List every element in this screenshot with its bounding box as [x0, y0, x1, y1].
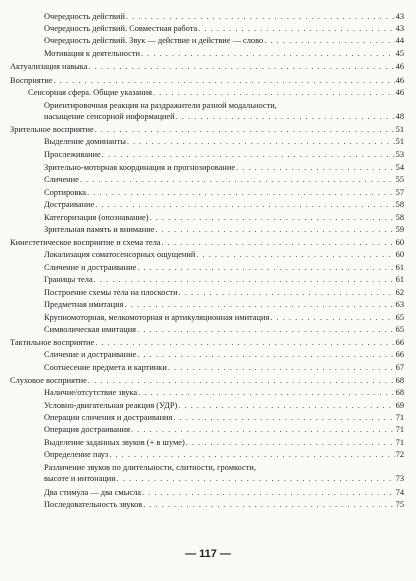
- toc-entry: [44, 412, 404, 423]
- dot-leader: [94, 274, 395, 285]
- toc-entry-page: 69: [395, 401, 404, 410]
- dot-leader: [127, 136, 395, 147]
- dot-leader: [142, 487, 395, 498]
- toc-entry-page: 58: [395, 213, 404, 222]
- toc-entry: [44, 462, 404, 484]
- toc-entry-page: 54: [395, 163, 404, 172]
- toc-entry: [44, 249, 404, 260]
- toc-entry: [44, 212, 404, 223]
- toc-entry: [44, 274, 404, 285]
- toc-entry-page: 67: [395, 363, 404, 372]
- toc-entry: [44, 162, 404, 173]
- dot-leader: [168, 362, 395, 373]
- toc-entry: [44, 400, 404, 411]
- dot-leader: [137, 262, 394, 273]
- toc-entry: [44, 199, 404, 210]
- dot-leader: [102, 149, 395, 160]
- dot-leader: [176, 111, 395, 122]
- toc-entry: [44, 136, 404, 147]
- dot-leader: [196, 249, 394, 260]
- dot-leader: [161, 237, 394, 248]
- toc-entry-page: 66: [395, 350, 404, 359]
- toc-entry-title: Прослеживание: [44, 150, 101, 159]
- page-number: — 117 —: [185, 548, 231, 560]
- toc-entry-title: Ориентировочная реакция на раздражители разной модальности,: [44, 101, 277, 110]
- toc-entry: [44, 48, 404, 59]
- toc-entry-page: 46: [395, 62, 404, 71]
- toc-entry-title: Категоризация (опознавание): [44, 213, 149, 222]
- toc-entry: [44, 187, 404, 198]
- dot-leader: [236, 162, 395, 173]
- dot-leader: [186, 437, 395, 448]
- toc-entry-title: Достраивание: [44, 200, 95, 209]
- toc-entry-page: 57: [395, 188, 404, 197]
- toc-entry: [44, 35, 404, 46]
- dot-leader: [87, 187, 395, 198]
- toc-entry-page: 62: [395, 288, 404, 297]
- toc-entry: [44, 362, 404, 373]
- dot-leader: [141, 48, 395, 59]
- toc-entry: [44, 11, 404, 22]
- toc-entry-page: 53: [395, 150, 404, 159]
- toc-entry-title: Восприятие: [10, 76, 53, 85]
- toc-entry-title: Сличение и достраивание: [44, 263, 137, 272]
- dot-leader: [95, 124, 395, 135]
- toc-entry-title: Зрительно-моторная координация и прогнозирование: [44, 163, 236, 172]
- toc-entry-title: Кинестетическое восприятие и схема тела: [10, 238, 161, 247]
- toc-entry-title: Построение схемы тела на плоскости: [44, 288, 178, 297]
- dot-leader: [117, 473, 395, 484]
- toc-entry-title: Соотнесение предмета и картинки: [44, 363, 167, 372]
- toc-entry: [10, 124, 404, 135]
- dot-leader: [150, 212, 395, 223]
- toc-entry-title: Наличие/отсутствие звука: [44, 388, 138, 397]
- dot-leader: [80, 174, 395, 185]
- toc-entry-page: 63: [395, 300, 404, 309]
- dot-leader: [137, 349, 394, 360]
- toc-entry-title: Различение звуков по длительности, слитности, громкости,: [44, 463, 256, 472]
- toc-entry: [10, 237, 404, 248]
- toc-entry-page: 71: [395, 425, 404, 434]
- dot-leader: [109, 449, 394, 460]
- toc-entry: [44, 262, 404, 273]
- toc-entry-page: 61: [395, 275, 404, 284]
- toc-entry: [44, 449, 404, 460]
- toc-entry-page: 51: [395, 125, 404, 134]
- toc-entry-page: 44: [395, 36, 404, 45]
- toc-entry: [44, 324, 404, 335]
- toc-entry-page: 75: [395, 500, 404, 509]
- toc-entry-title: Очередность действий. Совместная работа: [44, 24, 198, 33]
- dot-leader: [155, 224, 394, 235]
- toc-entry-title: Зрительная память и внимание: [44, 225, 155, 234]
- toc-entry-title: Актуализация навыка: [10, 62, 88, 71]
- dot-leader: [131, 424, 395, 435]
- dot-leader: [179, 287, 395, 298]
- toc-entry-title: Операции сличения и достраивания: [44, 413, 173, 422]
- dot-leader: [138, 387, 395, 398]
- dot-leader: [264, 35, 394, 46]
- toc-entry-title: Мотивация к деятельности: [44, 49, 141, 58]
- toc-entry-page: 58: [395, 200, 404, 209]
- dot-leader: [88, 61, 394, 72]
- toc-entry: [44, 349, 404, 360]
- toc-entry-page: 65: [395, 325, 404, 334]
- dot-leader: [88, 375, 395, 386]
- dot-leader: [126, 11, 395, 22]
- toc-entry: [10, 61, 404, 72]
- toc-entry-page: 45: [395, 49, 404, 58]
- toc-entry-page: 65: [395, 313, 404, 322]
- toc-entry-title: Сортировка: [44, 188, 86, 197]
- toc-entry: [28, 87, 404, 98]
- toc-entry-title: Тактильное восприятие: [10, 338, 95, 347]
- toc-entry-page: 46: [395, 88, 404, 97]
- toc-entry: [44, 387, 404, 398]
- toc-entry: [44, 487, 404, 498]
- toc-entry: [44, 174, 404, 185]
- toc-entry: [44, 424, 404, 435]
- toc-entry: [44, 499, 404, 510]
- toc-entry-title: Зрительное восприятие: [10, 125, 94, 134]
- toc-entry-page: 55: [395, 175, 404, 184]
- toc-entry-title: Крупномоторная, мелкомоторная и артикуляционная имитация: [44, 313, 270, 322]
- toc-entry-title: Два стимула — два смысла: [44, 488, 141, 497]
- toc-entry-page: 46: [395, 76, 404, 85]
- toc-entry-title: Выделение заданных звуков (+ в шуме): [44, 438, 185, 447]
- dot-leader: [137, 324, 395, 335]
- dot-leader: [178, 400, 394, 411]
- toc-entry: [10, 375, 404, 386]
- toc-entry-title: Очередность действий. Звук — действие и действие — слово: [44, 36, 264, 45]
- dot-leader: [153, 87, 395, 98]
- toc-entry: [44, 287, 404, 298]
- toc-entry: [44, 149, 404, 160]
- dot-leader: [125, 299, 395, 310]
- toc-entry-title: Границы тела: [44, 275, 93, 284]
- toc-entry-title: Сличение и достраивание: [44, 350, 137, 359]
- toc-entry-page: 66: [395, 338, 404, 347]
- toc-entry-page: 71: [395, 413, 404, 422]
- toc-entry: [44, 437, 404, 448]
- toc-entry-title: Слуховое восприятие: [10, 376, 87, 385]
- toc-entry-title: Символическая имитация: [44, 325, 137, 334]
- dot-leader: [143, 499, 394, 510]
- toc-entry-page: 59: [395, 225, 404, 234]
- toc-entry-page: 71: [395, 438, 404, 447]
- toc-entry: [44, 23, 404, 34]
- toc-entry-title-continued: высоте и интонации: [44, 474, 116, 483]
- toc-entry: [44, 224, 404, 235]
- toc-entry-title: Операция достраивания: [44, 425, 130, 434]
- toc-entry-page: 74: [395, 488, 404, 497]
- toc-entry-page: 48: [395, 112, 404, 121]
- toc-entry-page: 60: [395, 238, 404, 247]
- toc-entry-title-continued: насыщение сенсорной информацией: [44, 112, 175, 121]
- toc-entry-title: Предметная имитация: [44, 300, 124, 309]
- toc-entry: [44, 299, 404, 310]
- toc-entry-page: 61: [395, 263, 404, 272]
- toc-entry-title: Последовательность звуков: [44, 500, 143, 509]
- toc-entry-page: 51: [395, 137, 404, 146]
- toc-entry-page: 68: [395, 376, 404, 385]
- dot-leader: [54, 75, 395, 86]
- toc-entry-title: Выделение доминанты: [44, 137, 126, 146]
- toc-entry-page: 43: [395, 24, 404, 33]
- toc-entry-title: Сенсорная сфера. Общие указания: [28, 88, 152, 97]
- toc-entry-title: Локализация соматосенсорных ощущений: [44, 250, 196, 259]
- toc-entry-page: 68: [395, 388, 404, 397]
- toc-entry: [10, 337, 404, 348]
- toc-entry: [44, 312, 404, 323]
- dot-leader: [198, 23, 394, 34]
- toc-entry-title: Определение пауз: [44, 450, 109, 459]
- dot-leader: [95, 199, 394, 210]
- toc-entry-page: 60: [395, 250, 404, 259]
- toc-entry-title: Очередность действий: [44, 12, 125, 21]
- dot-leader: [95, 337, 394, 348]
- toc-entry-page: 43: [395, 12, 404, 21]
- toc-entry-title: Условно-двигательная реакция (УДР): [44, 401, 178, 410]
- toc-entry-page: 72: [395, 450, 404, 459]
- toc-entry-page: 73: [395, 474, 404, 483]
- toc-entry-title: Сличение: [44, 175, 79, 184]
- toc-entry: [10, 75, 404, 86]
- toc-entry: [44, 100, 404, 122]
- dot-leader: [270, 312, 394, 323]
- dot-leader: [173, 412, 394, 423]
